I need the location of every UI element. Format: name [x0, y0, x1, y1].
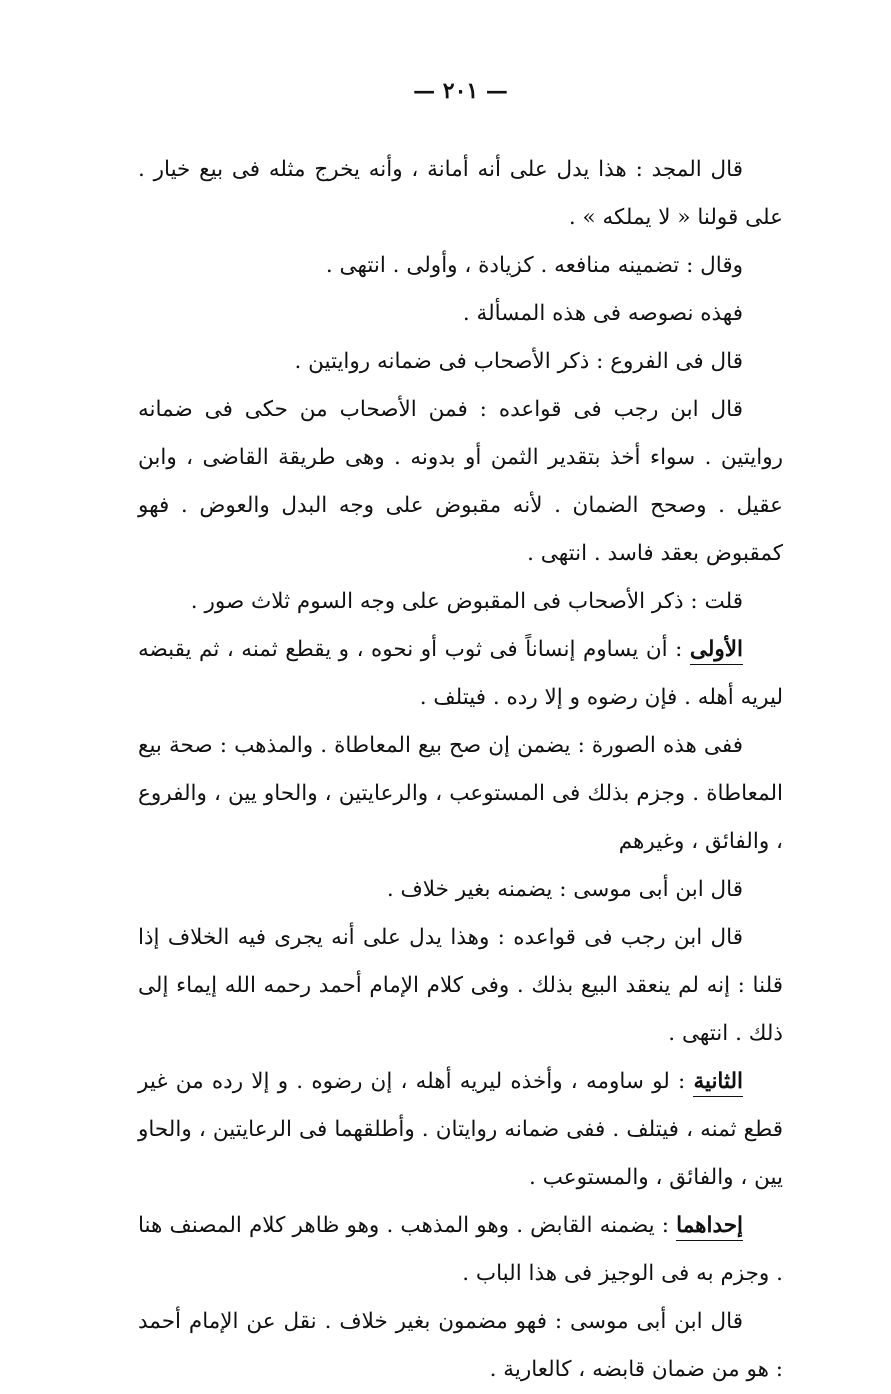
paragraph — [138, 1202, 783, 1298]
paragraph-text: قال فى الفروع : ذكر الأصحاب فى ضمانه روايتين . — [294, 349, 743, 374]
section-lead-word: إحداهما — [676, 1213, 743, 1241]
paragraph — [138, 338, 783, 386]
paragraph-text: : أن يساوم إنساناً فى ثوب أو نحوه ، و يقطع ثمنه ، ثم يقبضه ليريه أهله . فإن رضوه و إلا رده . فيتلف . — [138, 637, 783, 710]
paragraph-text: : يضمنه القابض . وهو المذهب . وهو ظاهر كلام المصنف هنا . وجزم به فى الوجيز فى هذا الباب . — [138, 1213, 783, 1286]
paragraph-text: قلت : ذكر الأصحاب فى المقبوض على وجه السوم ثلاث صور . — [190, 589, 743, 614]
paragraph-text: وقال : تضمينه منافعه . كزيادة ، وأولى . انتهى . — [325, 253, 743, 278]
body-text — [138, 146, 783, 1394]
paragraph — [138, 578, 783, 626]
section-lead-word: الثانية — [693, 1069, 743, 1097]
paragraph — [138, 146, 783, 242]
paragraph — [138, 914, 783, 1058]
paragraph — [138, 866, 783, 914]
paragraph-text: قال ابن رجب فى قواعده : فمن الأصحاب من حكى فى ضمانه روايتين . سواء أخذ بتقدير الثمن أو بدونه . وهى طريقة القاضى ، وابن عقيل . وصحح الضمان . لأنه مقبوض على وجه البدل والعوض . فهو كمقبوض بعقد فاسد . انتهى . — [138, 397, 783, 566]
paragraph — [138, 626, 783, 722]
paragraph — [138, 242, 783, 290]
paragraph-text: قال ابن رجب فى قواعده : وهذا يدل على أنه يجرى فيه الخلاف إذا قلنا : إنه لم ينعقد البيع بذلك . وفى كلام الإمام أحمد رحمه الله إيماء إلى ذلك . انتهى . — [138, 925, 783, 1046]
paragraph-text: قال ابن أبى موسى : يضمنه بغير خلاف . — [386, 877, 743, 902]
paragraph — [138, 290, 783, 338]
paragraph-text: قال ابن أبى موسى : فهو مضمون بغير خلاف . نقل عن الإمام أحمد : هو من ضمان قابضه ، كالعارية . — [138, 1309, 783, 1382]
paragraph — [138, 386, 783, 578]
page-number: — ٢٠١ — — [413, 78, 508, 104]
section-lead-word: الأولى — [690, 637, 743, 665]
paragraph-text: قال المجد : هذا يدل على أنه أمانة ، وأنه يخرج مثله فى بيع خيار . على قولنا « لا يملكه » . — [138, 157, 783, 230]
paragraph — [138, 1058, 783, 1202]
paragraph-text: ففى هذه الصورة : يضمن إن صح بيع المعاطاة . والمذهب : صحة بيع المعاطاة . وجزم بذلك فى المستوعب ، والرعايتين ، والحاو يين ، والفروع ، والفائق ، وغيرهم — [138, 733, 783, 854]
paragraph — [138, 1298, 783, 1394]
paragraph-text: : لو ساومه ، وأخذه ليريه أهله ، إن رضوه . و إلا رده من غير قطع ثمنه ، فيتلف . ففى ضمانه روايتان . وأطلقهما فى الرعايتين ، والحاو يين ، والفائق ، والمستوعب . — [138, 1069, 783, 1190]
paragraph-text: فهذه نصوصه فى هذه المسألة . — [462, 301, 743, 326]
paragraph — [138, 722, 783, 866]
